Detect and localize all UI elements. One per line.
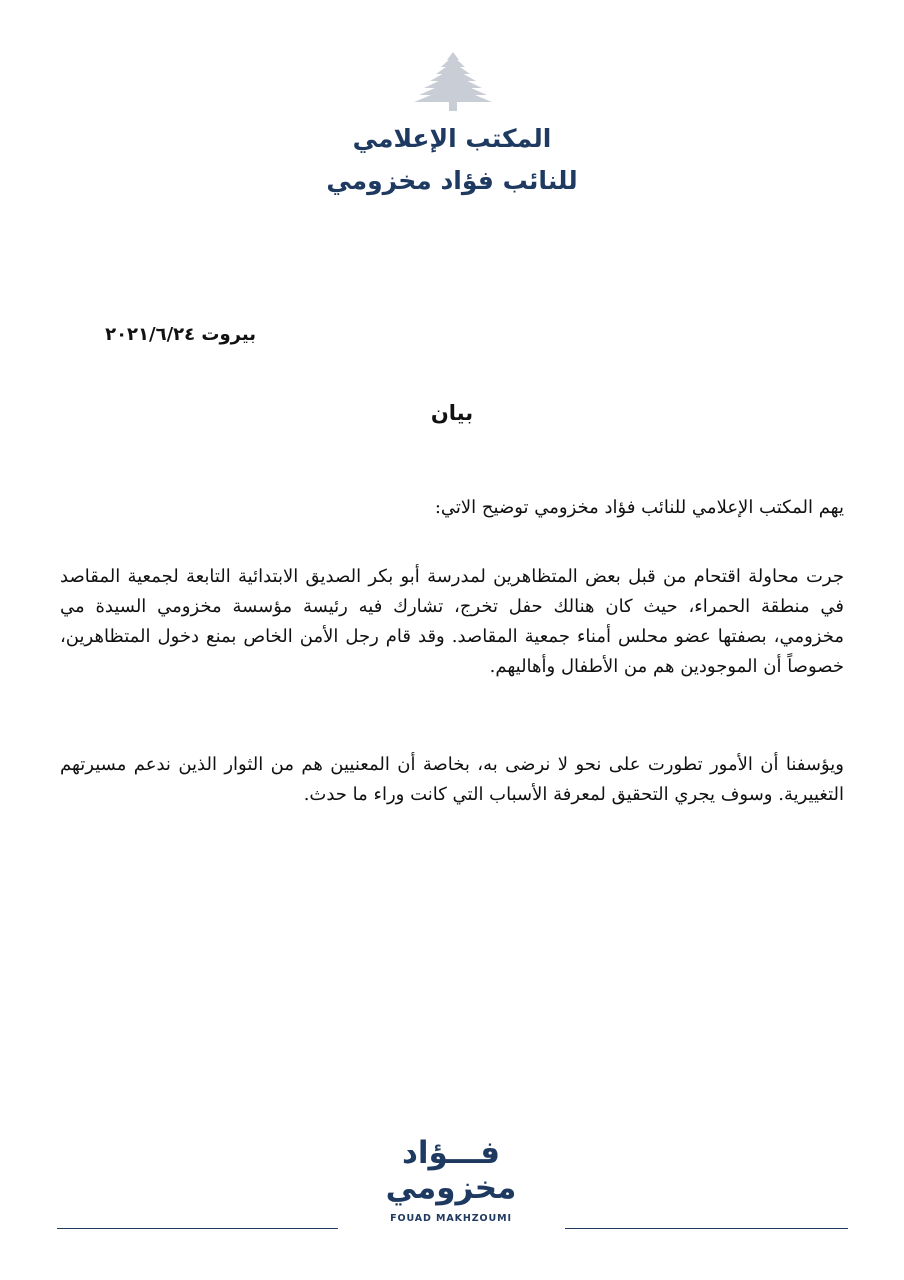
body-paragraph-2: ويؤسفنا أن الأمور تطورت على نحو لا نرضى به، بخاصة أن المعنيين هم من الثوار الذين ندعم مسيرتهم التغييرية. وسوف يجري التحقيق لمعرفة الأسباب التي كانت وراء ما حدث. xyxy=(60,754,844,805)
cedar-tree-icon xyxy=(412,50,494,112)
brand-logo xyxy=(378,1136,524,1232)
brand-logo-arabic-line-1: فـــؤاد xyxy=(401,1135,501,1171)
office-subtitle: للنائب فؤاد مخزومي xyxy=(326,166,578,195)
document-heading: بيان xyxy=(430,401,474,425)
dateline: بيروت ٢٠٢١/٦/٢٤ xyxy=(105,324,256,345)
footer-rule-right xyxy=(565,1228,848,1229)
brand-logo-english: FOUAD MAKHZOUMI xyxy=(390,1213,512,1224)
office-title: المكتب الإعلامي xyxy=(352,124,552,153)
intro-paragraph: يهم المكتب الإعلامي للنائب فؤاد مخزومي توضيح الاتي: xyxy=(434,497,844,518)
body-paragraph-1: جرت محاولة اقتحام من قبل بعض المتظاهرين لمدرسة أبو بكر الصديق الابتدائية التابعة لجمعية المقاصد في منطقة الحمراء، حيث كان هنالك حفل تخرج، تشارك فيه رئيسة مؤسسة مخزومي السيدة مي مخزومي، بصفتها عضو محلس أمناء جمعية المقاصد. وقد قام رجل الأمن الخاص بمنع دخول المتظاهرين، خصوصاً أن الموجودين هم من الأطفال وأهاليهم. xyxy=(60,566,844,677)
brand-logo-arabic-line-2: مخزومي xyxy=(385,1170,517,1206)
footer-rule-left xyxy=(57,1228,338,1229)
